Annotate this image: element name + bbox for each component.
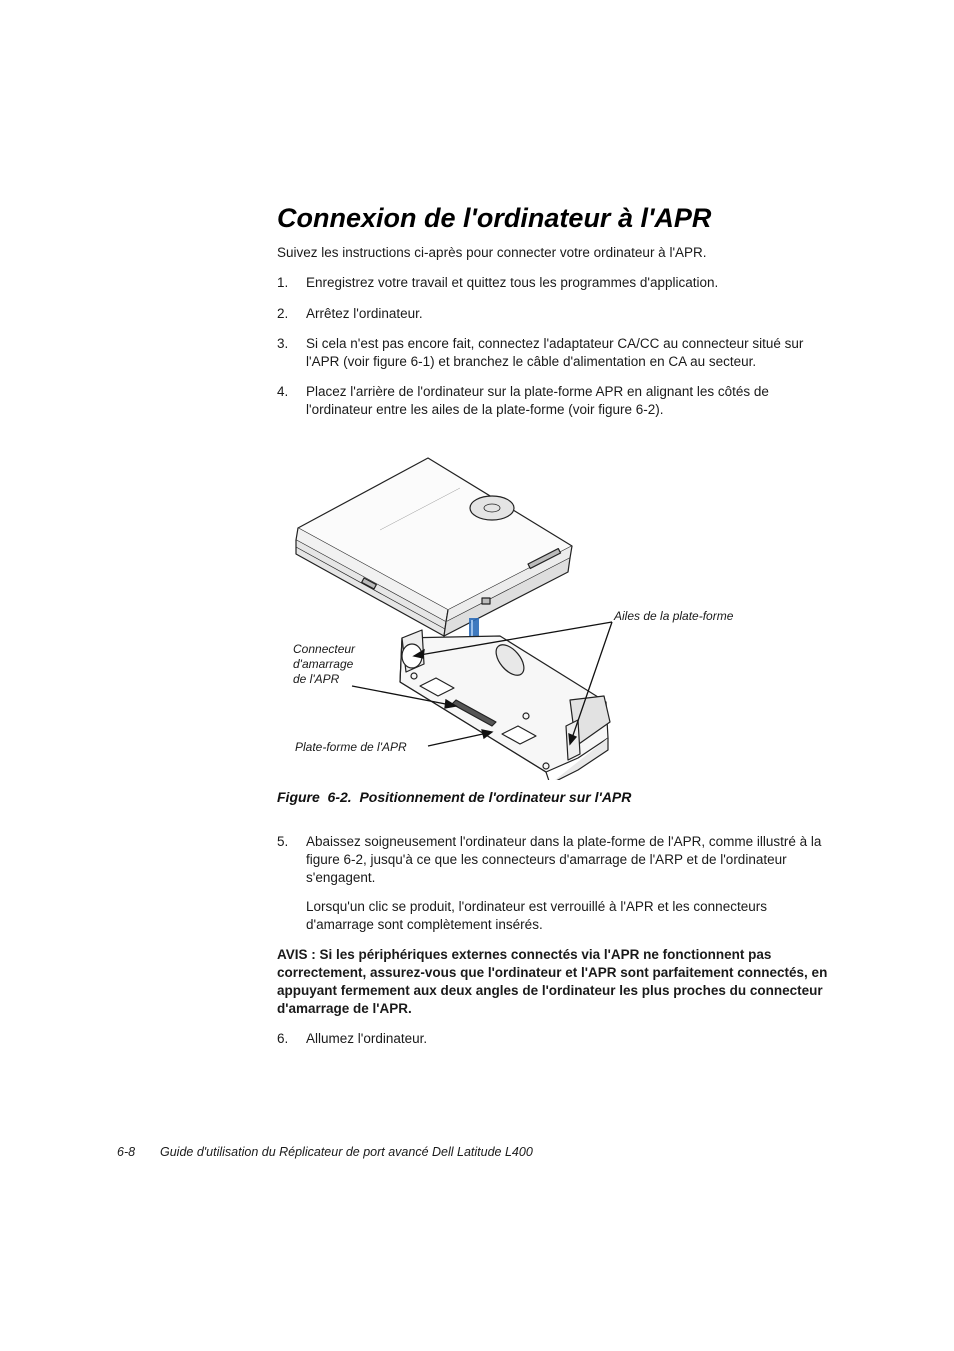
step-text: Abaissez soigneusement l'ordinateur dans la plate-forme de l'APR, comme illustré à la figure 6-2, jusqu'à ce que les connecteurs d'amarrage de l'ARP et de l'ordinateur s'engagent.: [306, 834, 822, 885]
step-number: 2.: [277, 306, 289, 321]
step-text: Arrêtez l'ordinateur.: [306, 306, 423, 321]
avis-notice: AVIS : Si les périphériques externes connectés via l'APR ne fonctionnent pas correctement, assurez-vous que l'ordinateur et l'APR sont parfaitement connectés, en appuyant fermement aux deux angles de l'ordinateur les plus proches du connecteur d'amarrage de l'APR.: [277, 947, 828, 1016]
step-number: 1.: [277, 275, 289, 290]
step-number: 6.: [277, 1031, 289, 1046]
step-number: 4.: [277, 384, 289, 399]
intro-paragraph: Suivez les instructions ci-après pour connecter votre ordinateur à l'APR.: [277, 245, 707, 260]
step-number: 3.: [277, 336, 289, 351]
callout-connector-line: Connecteur: [293, 642, 356, 656]
callout-connector-line: de l'APR: [293, 672, 340, 686]
logo-badge: [470, 496, 514, 520]
callout-connector: [293, 642, 355, 687]
section-title: Connexion de l'ordinateur à l'APR: [277, 203, 712, 233]
step-text: Allumez l'ordinateur.: [306, 1031, 428, 1046]
callout-connector-line: d'amarrage: [293, 657, 354, 671]
step-text: Si cela n'est pas encore fait, connectez l'adaptateur CA/CC au connecteur situé sur l'APR (voir figure 6-1) et branchez le câble d'alimentation en CA au secteur.: [306, 336, 804, 369]
step-text: Placez l'arrière de l'ordinateur sur la plate-forme APR en alignant les côtés de l'ordinateur entre les ailes de la plate-forme (voir figure 6-2).: [306, 384, 769, 417]
page-number: 6-8: [117, 1145, 136, 1159]
step-number: 5.: [277, 834, 289, 849]
figure-caption: Figure 6-2. Positionnement de l'ordinateur sur l'APR: [277, 789, 632, 805]
step-text: Enregistrez votre travail et quittez tous les programmes d'application.: [306, 275, 719, 290]
callout-wings: Ailes de la plate-forme: [614, 609, 734, 623]
footer-guide-title: Guide d'utilisation du Réplicateur de port avancé Dell Latitude L400: [160, 1145, 533, 1159]
callout-platform: Plate-forme de l'APR: [295, 740, 407, 754]
figure-illustration: [260, 450, 734, 780]
step-5-note: Lorsqu'un clic se produit, l'ordinateur est verrouillé à l'APR et les connecteurs d'amarrage sont complètement insérés.: [306, 899, 767, 932]
